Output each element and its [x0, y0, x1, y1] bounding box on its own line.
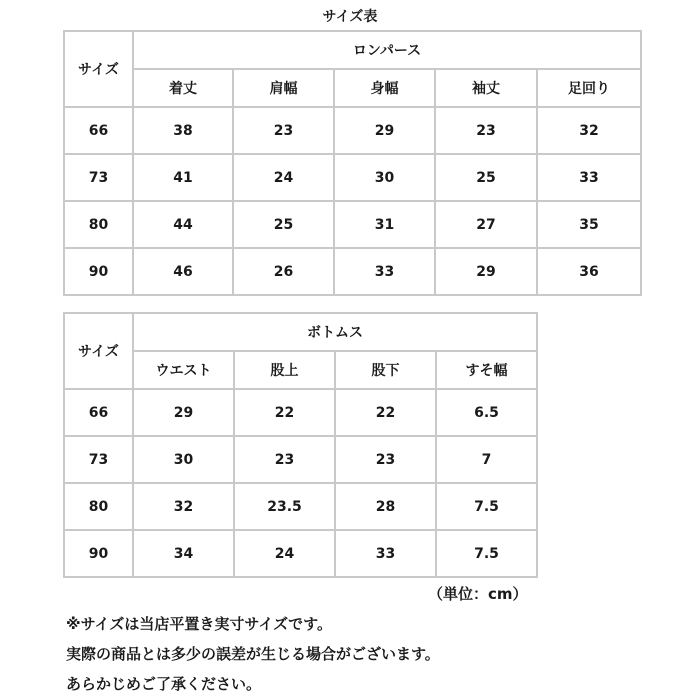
table-cell: 33	[335, 530, 436, 577]
table-cell: 35	[537, 201, 641, 248]
size-cell: 80	[64, 483, 133, 530]
table-cell: 24	[233, 154, 334, 201]
table-row	[64, 389, 537, 436]
table-row	[64, 107, 641, 154]
table-cell: 33	[537, 154, 641, 201]
page-title: サイズ表	[322, 9, 378, 25]
table-cell: 25	[233, 201, 334, 248]
column-header: 着丈	[133, 69, 233, 107]
size-cell: 80	[64, 201, 133, 248]
size-header: サイズ	[64, 313, 133, 389]
size-header: サイズ	[64, 31, 133, 107]
table-cell: 32	[133, 483, 234, 530]
column-header: 身幅	[334, 69, 435, 107]
table-cell: 44	[133, 201, 233, 248]
table-cell: 29	[334, 107, 435, 154]
table-cell: 25	[435, 154, 537, 201]
unit-label: （単位：cm）	[428, 585, 528, 603]
table-cell: 30	[133, 436, 234, 483]
table-cell: 23	[234, 436, 335, 483]
table-cell: 29	[133, 389, 234, 436]
table-row	[64, 530, 537, 577]
note-line: ※サイズは当店平置き実寸サイズです。	[66, 615, 332, 633]
table-row	[64, 483, 537, 530]
column-header: 袖丈	[435, 69, 537, 107]
table-cell: 34	[133, 530, 234, 577]
table-cell: 36	[537, 248, 641, 295]
table-cell: 24	[234, 530, 335, 577]
table-row	[64, 248, 641, 295]
column-header: 足回り	[537, 69, 641, 107]
table-cell: 32	[537, 107, 641, 154]
table-cell: 46	[133, 248, 233, 295]
table-cell: 41	[133, 154, 233, 201]
table-row	[64, 436, 537, 483]
bottoms-size-table	[63, 312, 538, 578]
table-cell: 23.5	[234, 483, 335, 530]
romper-group-header: ロンパース	[133, 31, 641, 69]
table-cell: 7.5	[436, 483, 537, 530]
size-cell: 90	[64, 248, 133, 295]
note-line: 実際の商品とは多少の誤差が生じる場合がございます。	[66, 645, 440, 663]
size-cell: 73	[64, 154, 133, 201]
size-cell: 66	[64, 389, 133, 436]
column-header: 股上	[234, 351, 335, 389]
table-cell: 7.5	[436, 530, 537, 577]
table-cell: 33	[334, 248, 435, 295]
table-cell: 22	[335, 389, 436, 436]
table-cell: 31	[334, 201, 435, 248]
table-row	[64, 201, 641, 248]
table-cell: 7	[436, 436, 537, 483]
table-cell: 22	[234, 389, 335, 436]
table-row	[64, 154, 641, 201]
size-cell: 73	[64, 436, 133, 483]
table-cell: 28	[335, 483, 436, 530]
table-cell: 23	[435, 107, 537, 154]
romper-size-table	[63, 30, 642, 296]
column-header: ウエスト	[133, 351, 234, 389]
column-header: すそ幅	[436, 351, 537, 389]
table-cell: 6.5	[436, 389, 537, 436]
table-cell: 26	[233, 248, 334, 295]
column-header: 肩幅	[233, 69, 334, 107]
note-line: あらかじめご了承ください。	[66, 675, 262, 693]
table-cell: 23	[335, 436, 436, 483]
table-cell: 30	[334, 154, 435, 201]
table-cell: 23	[233, 107, 334, 154]
table-cell: 29	[435, 248, 537, 295]
size-cell: 66	[64, 107, 133, 154]
column-header: 股下	[335, 351, 436, 389]
table-cell: 38	[133, 107, 233, 154]
bottoms-group-header: ボトムス	[133, 313, 537, 351]
table-cell: 27	[435, 201, 537, 248]
size-cell: 90	[64, 530, 133, 577]
